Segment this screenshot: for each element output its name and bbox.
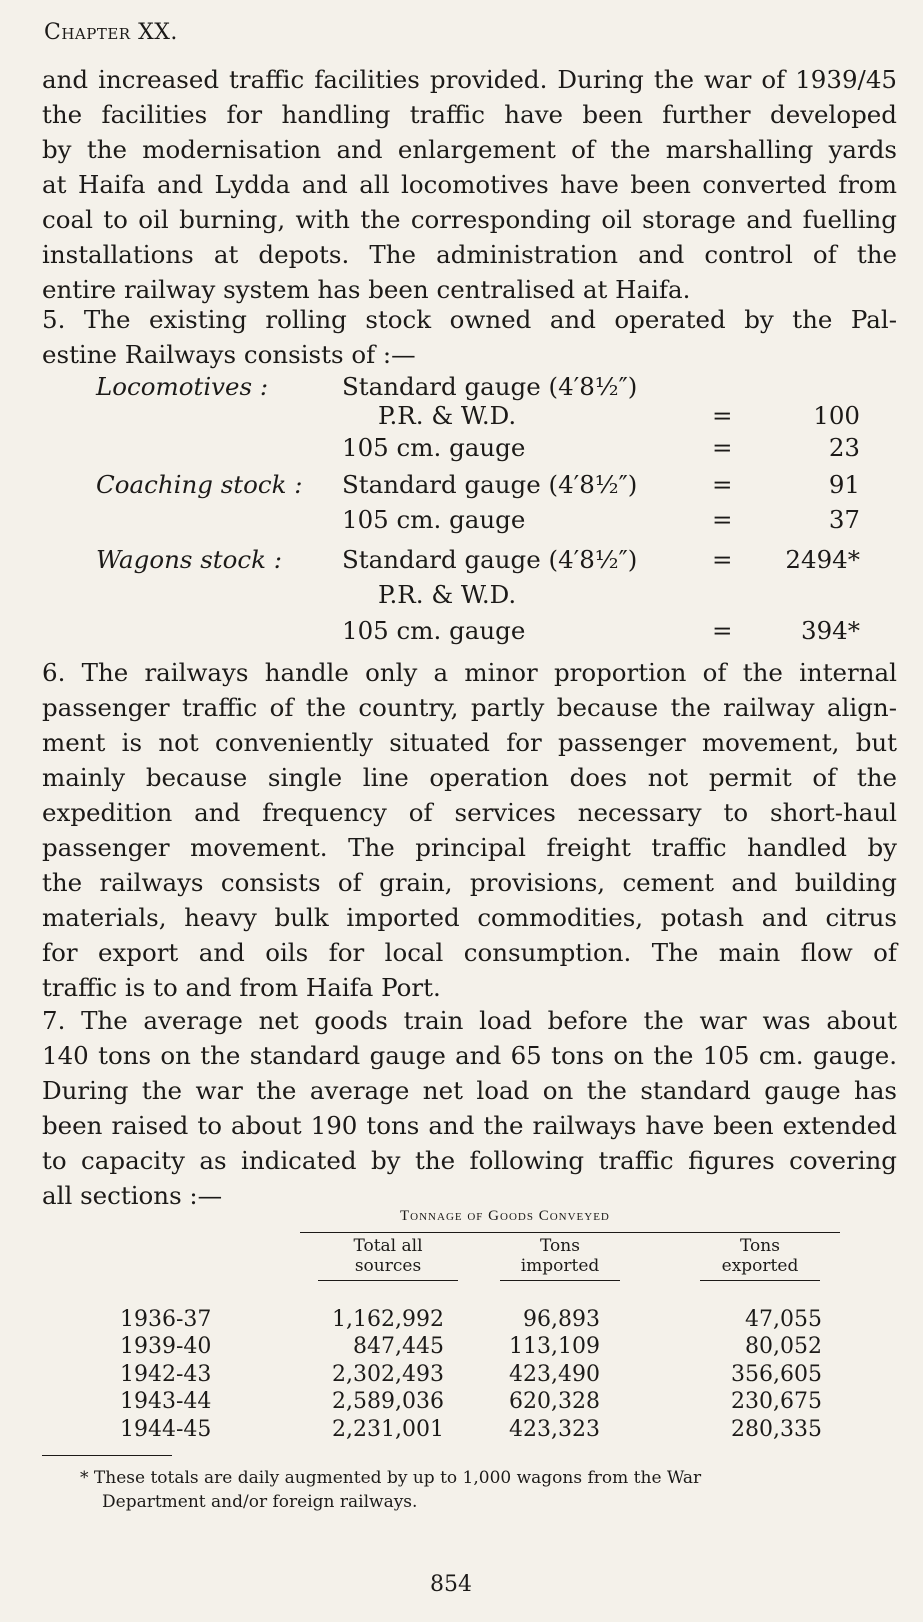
stock-equals: = [712, 545, 733, 574]
text-line: During the war the average net load on the standard gauge has [42, 1076, 897, 1105]
cell-year: 1943-44 [120, 1389, 212, 1414]
text-line: expedition and frequency of services necessary to short-haul [42, 798, 897, 827]
text-line: materials, heavy bulk imported commodities, potash and citrus [42, 903, 897, 932]
text-line: traffic is to and from Haifa Port. [42, 973, 441, 1002]
text-line: all sections :— [42, 1181, 223, 1210]
text-line: 7. The average net goods train load before the war was about [42, 1006, 897, 1035]
cell-exported: 47,055 [745, 1307, 822, 1332]
col-header-text: Tons [740, 1236, 780, 1256]
text-line: been raised to about 190 tons and the railways have been extended [42, 1111, 897, 1140]
cell-exported: 280,335 [731, 1417, 822, 1442]
paragraph-railway-development [42, 62, 897, 307]
cell-imported: 96,893 [523, 1307, 600, 1332]
stock-equals: = [712, 433, 733, 462]
footnote-line: Department and/or foreign railways. [102, 1492, 418, 1512]
text-line: 5. The existing rolling stock owned and operated by the Pal- [42, 305, 897, 334]
table-row [0, 1307, 923, 1337]
cell-year: 1939-40 [120, 1334, 212, 1359]
text-line: by the modernisation and enlargement of the marshalling yards [42, 135, 897, 164]
stock-description: Standard gauge (4′8½″) [342, 470, 638, 499]
footnote-line: * These totals are daily augmented by up to 1,000 wagons from the War [80, 1468, 702, 1488]
stock-category: Wagons stock : [96, 545, 283, 574]
stock-value: 23 [828, 433, 860, 462]
col-header-text: imported [520, 1256, 600, 1276]
text-line: passenger movement. The principal freight traffic handled by [42, 833, 897, 862]
text-line: the railways consists of grain, provisions, cement and building [42, 868, 897, 897]
footnote [80, 1466, 870, 1514]
col-header-text: Tons [540, 1236, 580, 1256]
footnote-rule [42, 1455, 172, 1456]
rolling-stock-row [42, 470, 897, 504]
col-header-total [318, 1236, 458, 1276]
stock-value: 100 [813, 401, 860, 430]
paragraph-6 [42, 655, 897, 1005]
text-line: installations at depots. The administration and control of the [42, 240, 897, 269]
paragraph-7 [42, 1003, 897, 1213]
stock-description: P.R. & W.D. [378, 580, 517, 609]
col-header-imported [500, 1236, 620, 1276]
text-line: to capacity as indicated by the following traffic figures covering [42, 1146, 897, 1175]
cell-total: 1,162,992 [332, 1307, 444, 1332]
rolling-stock-row [42, 580, 897, 614]
col-header-text: sources [354, 1256, 422, 1276]
text-line: for export and oils for local consumption. The main flow of [42, 938, 897, 967]
cell-exported: 80,052 [745, 1334, 822, 1359]
cell-exported: 356,605 [731, 1362, 822, 1387]
rolling-stock-row [42, 616, 897, 650]
stock-description: P.R. & W.D. [378, 401, 517, 430]
rolling-stock-row [42, 545, 897, 579]
text-line: the facilities for handling traffic have been further developed [42, 100, 897, 129]
col-rule-exported [700, 1280, 820, 1281]
chapter-heading: Chapter XX. [44, 20, 178, 45]
col-header-text: exported [721, 1256, 799, 1276]
cell-year: 1936-37 [120, 1307, 212, 1332]
text-line: mainly because single line operation does not permit of the [42, 763, 897, 792]
cell-year: 1942-43 [120, 1362, 212, 1387]
rolling-stock-row [42, 505, 897, 539]
rolling-stock-row [42, 401, 897, 435]
cell-year: 1944-45 [120, 1417, 212, 1442]
table-row [0, 1362, 923, 1392]
stock-value: 37 [828, 505, 860, 534]
paragraph-5 [42, 302, 897, 372]
table-row [0, 1334, 923, 1364]
cell-total: 847,445 [353, 1334, 444, 1359]
stock-equals: = [712, 505, 733, 534]
stock-value: 2494* [785, 545, 860, 574]
stock-equals: = [712, 470, 733, 499]
table-row [0, 1417, 923, 1447]
text-line: 6. The railways handle only a minor proportion of the internal [42, 658, 897, 687]
stock-value: 91 [828, 470, 860, 499]
text-line: entire railway system has been centralised at Haifa. [42, 275, 691, 304]
stock-value: 394* [800, 616, 860, 645]
text-line: 140 tons on the standard gauge and 65 tons on the 105 cm. gauge. [42, 1041, 897, 1070]
col-header-exported [700, 1236, 820, 1276]
table-rule-top [300, 1232, 840, 1233]
text-line: coal to oil burning, with the corresponding oil storage and fuelling [42, 205, 897, 234]
stock-description: Standard gauge (4′8½″) [342, 372, 638, 401]
cell-total: 2,589,036 [332, 1389, 444, 1414]
stock-category: Coaching stock : [96, 470, 303, 499]
col-rule-imported [500, 1280, 620, 1281]
table-row [0, 1389, 923, 1419]
text-line: estine Railways consists of :— [42, 340, 416, 369]
stock-equals: = [712, 401, 733, 430]
text-line: ment is not conveniently situated for passenger movement, but [42, 728, 897, 757]
cell-imported: 113,109 [509, 1334, 600, 1359]
cell-total: 2,302,493 [332, 1362, 444, 1387]
cell-exported: 230,675 [731, 1389, 822, 1414]
stock-description: 105 cm. gauge [342, 505, 526, 534]
col-rule-total [318, 1280, 458, 1281]
page-number: 854 [430, 1572, 472, 1597]
text-line: at Haifa and Lydda and all locomotives have been converted from [42, 170, 897, 199]
text-line: and increased traffic facilities provided. During the war of 1939/45 [42, 65, 897, 94]
stock-description: Standard gauge (4′8½″) [342, 545, 638, 574]
stock-equals: = [712, 616, 733, 645]
rolling-stock-row [42, 433, 897, 467]
stock-category: Locomotives : [96, 372, 269, 401]
col-header-text: Total all [353, 1236, 423, 1256]
cell-imported: 620,328 [509, 1389, 600, 1414]
cell-imported: 423,490 [509, 1362, 600, 1387]
table-title: Tonnage of Goods Conveyed [400, 1208, 610, 1224]
stock-description: 105 cm. gauge [342, 433, 526, 462]
text-line: passenger traffic of the country, partly because the railway align- [42, 693, 897, 722]
cell-imported: 423,323 [509, 1417, 600, 1442]
cell-total: 2,231,001 [332, 1417, 444, 1442]
stock-description: 105 cm. gauge [342, 616, 526, 645]
